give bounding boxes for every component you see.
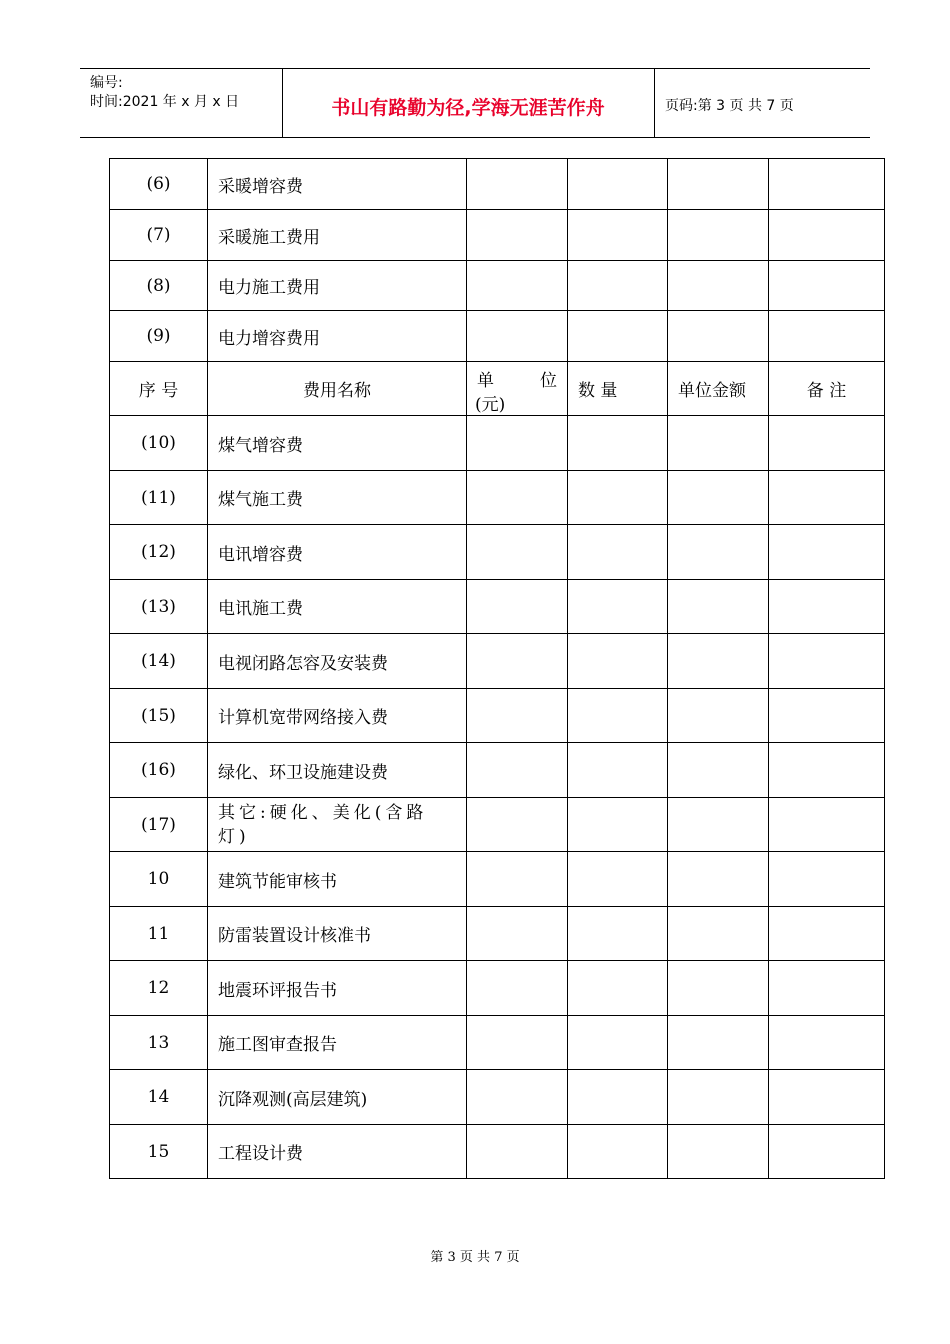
remark-cell bbox=[769, 159, 885, 210]
unit-cell bbox=[467, 1016, 568, 1070]
remark-cell bbox=[769, 1070, 885, 1125]
remark-cell bbox=[769, 311, 885, 362]
unit-cell bbox=[467, 798, 568, 852]
table-row bbox=[110, 743, 885, 798]
table-row bbox=[110, 1070, 885, 1125]
amount-cell bbox=[668, 210, 769, 261]
remark-cell bbox=[769, 471, 885, 525]
fee-table-top bbox=[110, 159, 885, 416]
amount-cell bbox=[668, 159, 769, 210]
fee-name-cell: 沉降观测(高层建筑) bbox=[208, 1070, 467, 1125]
header-unit-yuan: (元) bbox=[475, 395, 506, 415]
table-row bbox=[110, 798, 885, 852]
header-meta bbox=[80, 69, 283, 137]
unit-cell bbox=[467, 689, 568, 743]
qty-cell bbox=[568, 634, 668, 689]
fee-table-bottom bbox=[110, 416, 885, 1179]
page-header bbox=[80, 68, 870, 138]
header-motto-cell bbox=[282, 69, 655, 137]
qty-cell bbox=[568, 852, 668, 907]
header-unit-char-1: 单 bbox=[477, 371, 494, 391]
remark-cell bbox=[769, 416, 885, 471]
fee-name-cell: 防雷装置设计核准书 bbox=[208, 907, 467, 961]
qty-cell bbox=[568, 798, 668, 852]
unit-cell bbox=[467, 743, 568, 798]
qty-cell bbox=[568, 525, 668, 580]
fee-name-cell: 施工图审查报告 bbox=[208, 1016, 467, 1070]
seq-cell: (16) bbox=[110, 743, 208, 798]
table-row bbox=[110, 1016, 885, 1070]
remark-cell bbox=[769, 210, 885, 261]
fee-name-cell: 电讯增容费 bbox=[208, 525, 467, 580]
header-unit bbox=[467, 362, 568, 416]
seq-cell: 10 bbox=[110, 852, 208, 907]
remark-cell bbox=[769, 1016, 885, 1070]
amount-cell bbox=[668, 525, 769, 580]
header-seq: 序 号 bbox=[110, 362, 208, 416]
table-row bbox=[110, 852, 885, 907]
remark-cell bbox=[769, 852, 885, 907]
qty-cell bbox=[568, 1070, 668, 1125]
remark-cell bbox=[769, 261, 885, 311]
unit-cell bbox=[467, 907, 568, 961]
unit-cell bbox=[467, 1125, 568, 1179]
qty-cell bbox=[568, 689, 668, 743]
unit-cell bbox=[467, 159, 568, 210]
remark-cell bbox=[769, 689, 885, 743]
unit-cell bbox=[467, 525, 568, 580]
seq-cell: (14) bbox=[110, 634, 208, 689]
qty-cell bbox=[568, 311, 668, 362]
seq-cell: (10) bbox=[110, 416, 208, 471]
header-unit-amount: 单位金额 bbox=[668, 362, 769, 416]
amount-cell bbox=[668, 471, 769, 525]
table-row bbox=[110, 961, 885, 1016]
unit-cell bbox=[467, 1070, 568, 1125]
unit-cell bbox=[467, 852, 568, 907]
seq-cell: (17) bbox=[110, 798, 208, 852]
table-row bbox=[110, 634, 885, 689]
unit-cell bbox=[467, 471, 568, 525]
amount-cell bbox=[668, 689, 769, 743]
amount-cell bbox=[668, 311, 769, 362]
header-motto: 书山有路勤为径,学海无涯苦作舟 bbox=[331, 97, 605, 119]
header-page-cell bbox=[655, 69, 870, 137]
remark-cell bbox=[769, 580, 885, 634]
amount-cell bbox=[668, 416, 769, 471]
remark-cell bbox=[769, 798, 885, 852]
unit-cell bbox=[467, 580, 568, 634]
table-row bbox=[110, 689, 885, 743]
table-row bbox=[110, 159, 885, 210]
seq-cell: (11) bbox=[110, 471, 208, 525]
fee-name-cell: 煤气施工费 bbox=[208, 471, 467, 525]
fee-name-cell: 地震环评报告书 bbox=[208, 961, 467, 1016]
amount-cell bbox=[668, 961, 769, 1016]
qty-cell bbox=[568, 1125, 668, 1179]
page-footer: 第 3 页 共 7 页 bbox=[430, 1250, 520, 1265]
table-row bbox=[110, 311, 885, 362]
fee-name-cell: 其它:硬化、美化(含路灯) bbox=[208, 798, 467, 852]
amount-cell bbox=[668, 798, 769, 852]
seq-cell: (7) bbox=[110, 210, 208, 261]
remark-cell bbox=[769, 1125, 885, 1179]
amount-cell bbox=[668, 580, 769, 634]
amount-cell bbox=[668, 1125, 769, 1179]
seq-cell: 15 bbox=[110, 1125, 208, 1179]
seq-cell: (15) bbox=[110, 689, 208, 743]
remark-cell bbox=[769, 907, 885, 961]
header-unit-char-2: 位 bbox=[540, 371, 557, 391]
fee-name-cell: 计算机宽带网络接入费 bbox=[208, 689, 467, 743]
table-row bbox=[110, 525, 885, 580]
seq-cell: 13 bbox=[110, 1016, 208, 1070]
unit-cell bbox=[467, 416, 568, 471]
remark-cell bbox=[769, 743, 885, 798]
qty-cell bbox=[568, 210, 668, 261]
doc-number-label: 编号: bbox=[90, 75, 123, 91]
amount-cell bbox=[668, 1070, 769, 1125]
fee-name-cell: 煤气增容费 bbox=[208, 416, 467, 471]
table-row bbox=[110, 261, 885, 311]
header-fee-name: 费用名称 bbox=[208, 362, 467, 416]
table-row bbox=[110, 416, 885, 471]
table-row bbox=[110, 580, 885, 634]
amount-cell bbox=[668, 261, 769, 311]
qty-cell bbox=[568, 416, 668, 471]
amount-cell bbox=[668, 852, 769, 907]
fee-name-cell: 电力增容费用 bbox=[208, 311, 467, 362]
qty-cell bbox=[568, 159, 668, 210]
seq-cell: (12) bbox=[110, 525, 208, 580]
qty-cell bbox=[568, 907, 668, 961]
table-row bbox=[110, 907, 885, 961]
header-page-number: 页码:第 3 页 共 7 页 bbox=[665, 98, 794, 114]
unit-cell bbox=[467, 961, 568, 1016]
time-label: 时间:2021 年 x 月 x 日 bbox=[90, 94, 240, 110]
fee-name-cell: 绿化、环卫设施建设费 bbox=[208, 743, 467, 798]
fee-table bbox=[109, 158, 885, 1179]
table-row bbox=[110, 471, 885, 525]
unit-cell bbox=[467, 634, 568, 689]
seq-cell: 14 bbox=[110, 1070, 208, 1125]
qty-cell bbox=[568, 961, 668, 1016]
seq-cell: 11 bbox=[110, 907, 208, 961]
unit-cell bbox=[467, 210, 568, 261]
qty-cell bbox=[568, 580, 668, 634]
qty-cell bbox=[568, 743, 668, 798]
qty-cell bbox=[568, 471, 668, 525]
amount-cell bbox=[668, 907, 769, 961]
remark-cell bbox=[769, 525, 885, 580]
amount-cell bbox=[668, 634, 769, 689]
fee-name-cell: 建筑节能审核书 bbox=[208, 852, 467, 907]
fee-name-cell: 采暖增容费 bbox=[208, 159, 467, 210]
fee-name-cell: 电视闭路怎容及安装费 bbox=[208, 634, 467, 689]
table-row bbox=[110, 1125, 885, 1179]
remark-cell bbox=[769, 961, 885, 1016]
seq-cell: (13) bbox=[110, 580, 208, 634]
qty-cell bbox=[568, 261, 668, 311]
header-remark: 备 注 bbox=[769, 362, 885, 416]
fee-name-cell: 采暖施工费用 bbox=[208, 210, 467, 261]
amount-cell bbox=[668, 743, 769, 798]
remark-cell bbox=[769, 634, 885, 689]
seq-cell: (6) bbox=[110, 159, 208, 210]
unit-cell bbox=[467, 311, 568, 362]
fee-name-cell: 电力施工费用 bbox=[208, 261, 467, 311]
fee-name-cell: 工程设计费 bbox=[208, 1125, 467, 1179]
header-quantity: 数 量 bbox=[568, 362, 668, 416]
unit-cell bbox=[467, 261, 568, 311]
seq-cell: (8) bbox=[110, 261, 208, 311]
seq-cell: (9) bbox=[110, 311, 208, 362]
table-header-row bbox=[110, 362, 885, 416]
table-row bbox=[110, 210, 885, 261]
qty-cell bbox=[568, 1016, 668, 1070]
fee-name-cell: 电讯施工费 bbox=[208, 580, 467, 634]
amount-cell bbox=[668, 1016, 769, 1070]
seq-cell: 12 bbox=[110, 961, 208, 1016]
